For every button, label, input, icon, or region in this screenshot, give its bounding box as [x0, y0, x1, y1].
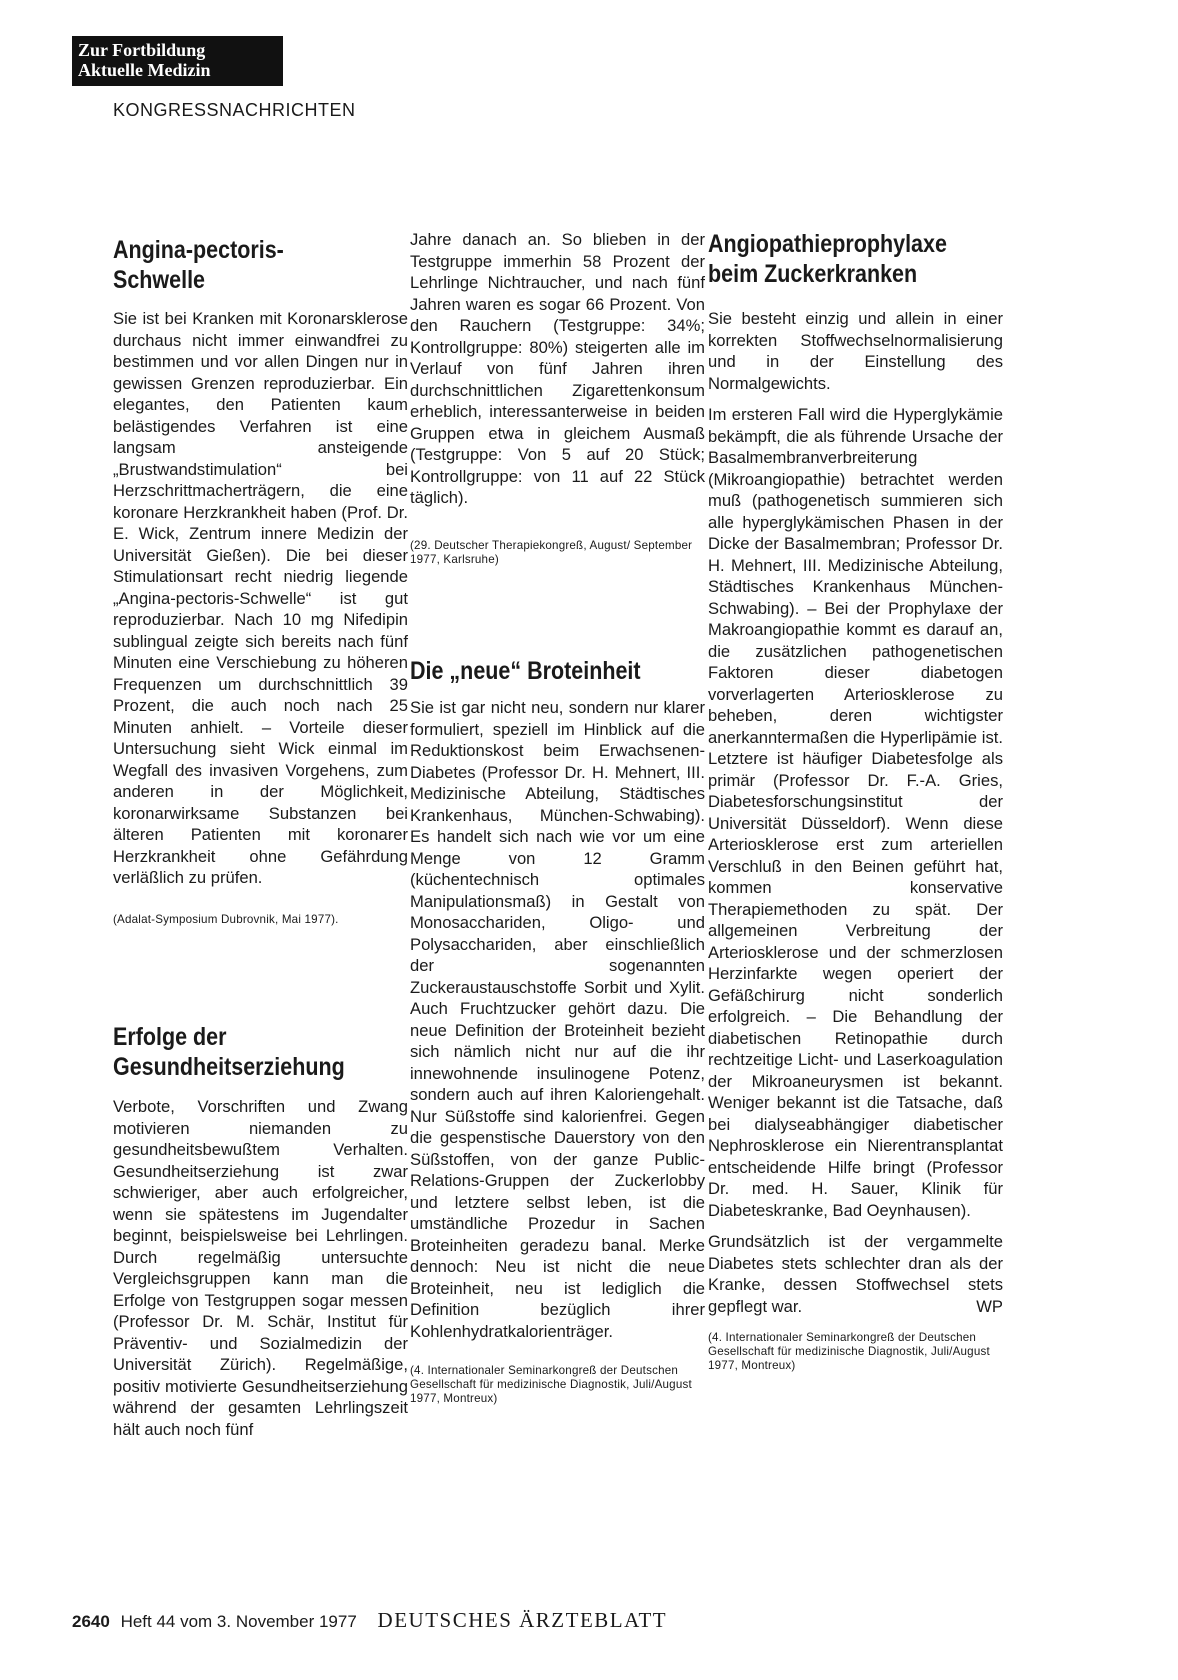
article-paragraph-1: Sie besteht einzig und allein in einer korrekten Stoffwechselnormalisierung und in der Einstellung des Normalgewichts. — [708, 309, 1003, 393]
article-title: Angina-pectoris- Schwelle — [113, 236, 284, 294]
issue-info: Heft 44 vom 3. November 1977 — [120, 1612, 357, 1631]
badge-line-1: Zur Fortbildung — [78, 40, 206, 60]
article-erfolge — [113, 1022, 408, 1082]
page-footer — [72, 1608, 667, 1633]
article-text: Sie ist gar nicht neu, sondern nur klarer formuliert, speziell im Hinblick auf die Reduktionskost beim Erwachsenen-Diabetes (Professor Dr. H. Mehnert, III. Medizinische Abteilung, Städtisches Krankenhaus, München-Schwabing). Es handelt sich nach wie vor um eine Menge von 12 Gramm (küchentechnisch optimales Manipulationsmaß) in Gestalt von Monosacchariden, Oligo- und Polysacchariden, aber einschließlich der sogenannten Zuckeraustauschstoffe Sorbit und Xylit. Auch Fruchtzucker gehört dazu. Die neue Definition der Broteinheit bezieht sich nämlich nicht nur auf die ihr innewohnende insulinogene Potenz, sondern auch auf ihren Kaloriengehalt. Nur Süßstoffe sind kalorienfrei. Gegen die gespenstische Dauerstory von den Süßstoffen, von der ganze Public-Relations-Gruppen der Zuckerlobby und letztere selbst leben, ist die umständliche Prozedur in Sachen Broteinheiten geradezu banal. Merke dennoch: Neu ist nicht die neue Broteinheit, neu ist lediglich die Definition bezüglich ihrer Kohlenhydratkalorienträger. — [410, 698, 705, 1341]
article-angiopathie — [708, 229, 1003, 289]
article-source: (Adalat-Symposium Dubrovnik, Mai 1977). — [113, 912, 339, 926]
page-number: 2640 — [72, 1612, 110, 1631]
article-paragraph-2: Im ersteren Fall wird die Hyperglykämie bekämpft, die als führende Ursache der Basalmembranverbreiterung (Mikroangiopathie) betrachtet werden muß (pathogenetisch summieren sich alle hyperglykämischen Phasen in der Dicke der Basalmembran; Professor Dr. H. Mehnert, III. Medizinische Abteilung, Städtisches Krankenhaus München-Schwabing). – Bei der Prophylaxe der Makroangiopathie kommt es darauf an, die zusätzlichen pathogenetischen Faktoren dieser diabetogen vorverlagerten Arteriosklerose zu beheben, deren wichtigster anerkanntermaßen die Hyperlipämie ist. Letztere ist häufiger Diabetesfolge als primär (Professor Dr. F.-A. Gries, Diabetesforschungsinstitut der Universität Düsseldorf). Wenn diese Arteriosklerose erst zum arteriellen Verschluß in den Beinen geführt hat, kommen konservative Therapiemethoden zu spät. Der allgemeinen Verbreitung der Arteriosklerose und der schmerzlosen Herzinfarkte wegen operiert der Gefäßchirurg nicht sonderlich erfolgreich. – Die Behandlung der diabetischen Retinopathie durch rechtzeitige Licht- und Laserkoagulation der Mikroaneurysmen ist bekannt. Weniger bekannt ist die Tatsache, daß bei dialyseabhängiger diabetischer Nephrosklerose ein Nierentransplantat entscheidende Hilfe bringt (Professor Dr. med. H. Sauer, Klinik für Diabeteskranke, Bad Oeynhausen). — [708, 405, 1003, 1220]
article-title: Angiopathieprophylaxe beim Zuckerkranken — [708, 230, 947, 288]
article-title: Erfolge der Gesundheitserziehung — [113, 1023, 345, 1081]
article-title: Die „neue“ Broteinheit — [410, 657, 641, 685]
journal-name: DEUTSCHES ÄRZTEBLATT — [377, 1608, 668, 1632]
article-erfolge-body — [113, 1096, 408, 1440]
article-paragraph-3: Grundsätzlich ist der vergammelte Diabetes stets schlechter dran als der Kranke, dessen Stoffwechsel stets gepflegt war. WP — [708, 1232, 1003, 1316]
article-source: (29. Deutscher Therapiekongreß, August/ September 1977, Karlsruhe) — [410, 538, 693, 566]
article-text: Verbote, Vorschriften und Zwang motivieren niemanden zu gesundheitsbewußtem Verhalten. Gesundheitserziehung ist zwar schwieriger, aber auch erfolgreicher, wenn sie spätestens im Jugendalter beginnt, beispielsweise bei Lehrlingen. Durch regelmäßig untersuchte Vergleichsgruppen kann man die Erfolge von Testgruppen sogar messen (Professor Dr. M. Schär, Institut für Präventiv- und Sozialmedizin der Universität Zürich). Regelmäßige, positiv motivierte Gesundheitserziehung während der gesamten Lehrlingszeit hält auch noch fünf — [113, 1097, 408, 1439]
article-source: (4. Internationaler Seminarkongreß der Deutschen Gesellschaft für medizinische Diagnostik, Juli/August 1977, Montreux) — [410, 1364, 692, 1405]
article-text: Sie ist bei Kranken mit Koronarsklerose durchaus nicht immer einwandfrei zu bestimmen und vor allen Dingen nur in gewissen Grenzen reproduzierbar. Ein elegantes, den Patienten kaum belästigendes Verfahren ist eine langsam ansteigende „Brustwandstimulation“ bei Herzschrittmacherträgern, die eine koronare Herzkrankheit haben (Prof. Dr. E. Wick, Zentrum innere Medizin der Universität Gießen). Die bei dieser Stimulationsart recht niedrig liegende „Angina-pectoris-Schwelle“ ist gut reproduzierbar. Nach 10 mg Nifedipin sublingual zeigte sich bereits nach fünf Minuten eine Verschiebung zu höheren Frequenzen um durchschnittlich 39 Prozent, die auch noch nach 25 Minuten anhielt. – Vorteile dieser Untersuchung sieht Wick einmal im Wegfall des invasiven Vorgehens, zum anderen in der Möglichkeit, koronarwirksame Substanzen bei älteren Patienten mit koronarer Herzkrankheit ohne Gefährdung verläßlich zu prüfen. — [113, 309, 408, 887]
article-angina-body — [113, 308, 408, 927]
article-erfolge-continued — [410, 229, 705, 567]
article-angina — [113, 235, 408, 295]
section-badge — [72, 36, 283, 86]
section-label: KONGRESSNACHRICHTEN — [113, 100, 356, 120]
article-broteinheit — [410, 656, 705, 686]
article-text-continued: Jahre danach an. So blieben in der Testgruppe immerhin 58 Prozent der Lehrlinge Nichtraucher, und nach fünf Jahren waren es sogar 66 Prozent. Von den Rauchern (Testgruppe: 34%; Kontrollgruppe: 80%) steigerten alle im Verlauf von fünf Jahren ihren durchschnittlichen Zigarettenkonsum erheblich, interessanterweise in beiden Gruppen etwa in gleichem Ausmaß (Testgruppe: Von 5 auf 20 Stück; Kontrollgruppe: von 11 auf 22 Stück täglich). — [410, 230, 705, 507]
author-initials: WP — [976, 1296, 1003, 1316]
badge-line-2: Aktuelle Medizin — [78, 60, 211, 80]
article-broteinheit-body — [410, 697, 705, 1406]
article-source: (4. Internationaler Seminarkongreß der Deutschen Gesellschaft für medizinische Diagnostik, Juli/August 1977, Montreux) — [708, 1331, 990, 1372]
article-angiopathie-body — [708, 308, 1003, 1373]
